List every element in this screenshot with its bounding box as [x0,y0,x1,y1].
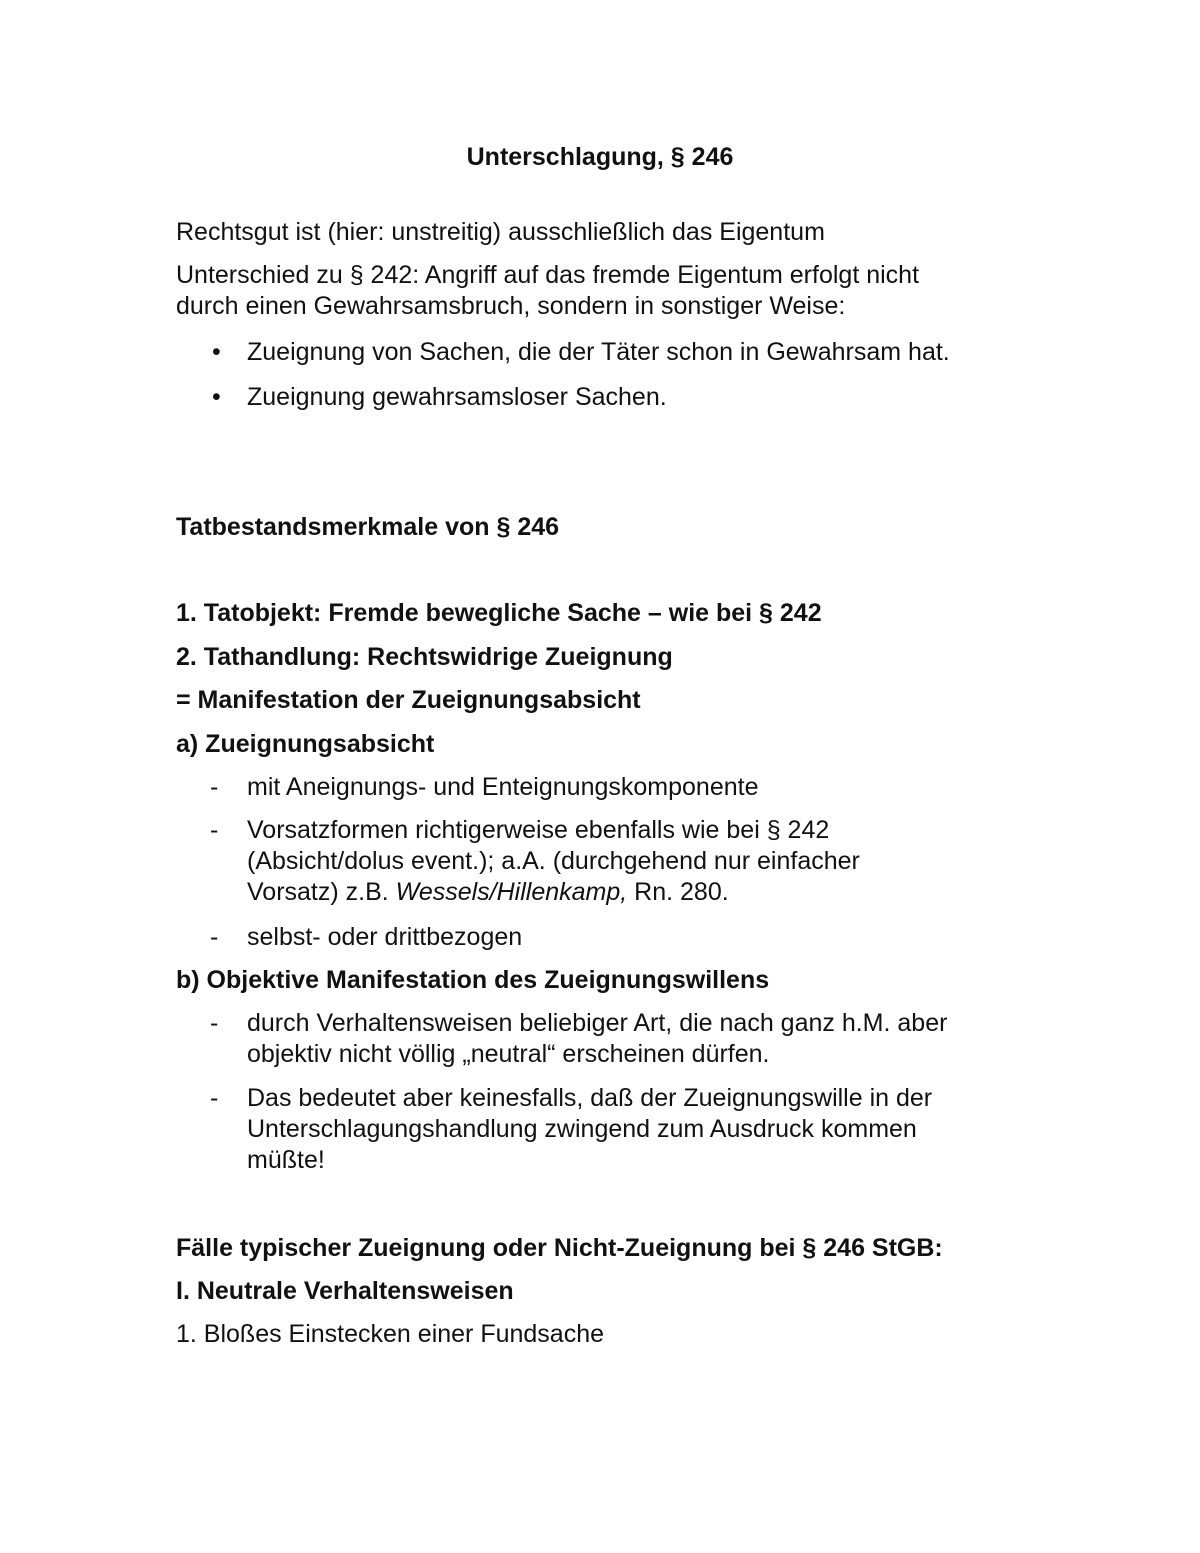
intro-unterschied-line-2: durch einen Gewahrsamsbruch, sondern in sonstiger Weise: [176,292,846,320]
cases-heading: Fälle typischer Zueignung oder Nicht-Zueignung bei § 246 StGB: [176,1234,943,1262]
dash-marker: - [210,773,219,801]
sub-a-point-3: selbst- oder drittbezogen [247,923,523,951]
bullet-icon: • [212,338,221,366]
intro-rechtsgut: Rechtsgut ist (hier: unstreitig) ausschließlich das Eigentum [176,218,825,246]
bullet-icon: • [212,383,221,411]
bullet-item-1: Zueignung von Sachen, die der Täter schon in Gewahrsam hat. [247,338,950,366]
dash-marker: - [210,923,219,951]
sub-b-point-2-line-2: Unterschlagungshandlung zwingend zum Ausdruck kommen [247,1115,917,1143]
sub-b-point-2-line-1: Das bedeutet aber keinesfalls, daß der Zueignungswille in der [247,1084,933,1112]
cases-item-1: 1. Bloßes Einstecken einer Fundsache [176,1320,605,1348]
section-heading: Tatbestandsmerkmale von § 246 [176,513,560,541]
cases-subheading: I. Neutrale Verhaltensweisen [176,1277,514,1305]
numbered-item-2-definition: = Manifestation der Zueignungsabsicht [176,686,641,714]
page-title: Unterschlagung, § 246 [466,143,734,171]
sub-a-point-2-line-1: Vorsatzformen richtigerweise ebenfalls wie bei § 242 [247,816,830,844]
bullet-item-2: Zueignung gewahrsamsloser Sachen. [247,383,667,411]
citation-suffix: Rn. 280. [627,878,729,906]
dash-marker: - [210,816,219,844]
sub-b-point-2-line-3: müßte! [247,1146,325,1174]
sub-b-point-1-line-1: durch Verhaltensweisen beliebiger Art, die nach ganz h.M. aber [247,1009,948,1037]
numbered-item-2: 2. Tathandlung: Rechtswidrige Zueignung [176,643,673,671]
sub-a-point-2-line-2: (Absicht/dolus event.); a.A. (durchgehend nur einfacher [247,847,860,875]
citation-authors: Wessels/Hillenkamp, [395,878,628,906]
sub-b-point-1-line-2: objektiv nicht völlig „neutral“ erscheinen dürfen. [247,1040,770,1068]
intro-unterschied-line-1: Unterschied zu § 242: Angriff auf das fremde Eigentum erfolgt nicht [176,261,920,289]
sub-a-point-1: mit Aneignungs- und Enteignungskomponente [247,773,759,801]
dash-marker: - [210,1084,219,1112]
subheading-a: a) Zueignungsabsicht [176,730,435,758]
sub-a-point-2-line-3 [247,877,729,908]
dash-marker: - [210,1009,219,1037]
numbered-item-1: 1. Tatobjekt: Fremde bewegliche Sache – wie bei § 242 [176,599,822,627]
subheading-b: b) Objektive Manifestation des Zueignungswillens [176,966,770,994]
citation-prefix: Vorsatz) z.B. [247,878,396,906]
